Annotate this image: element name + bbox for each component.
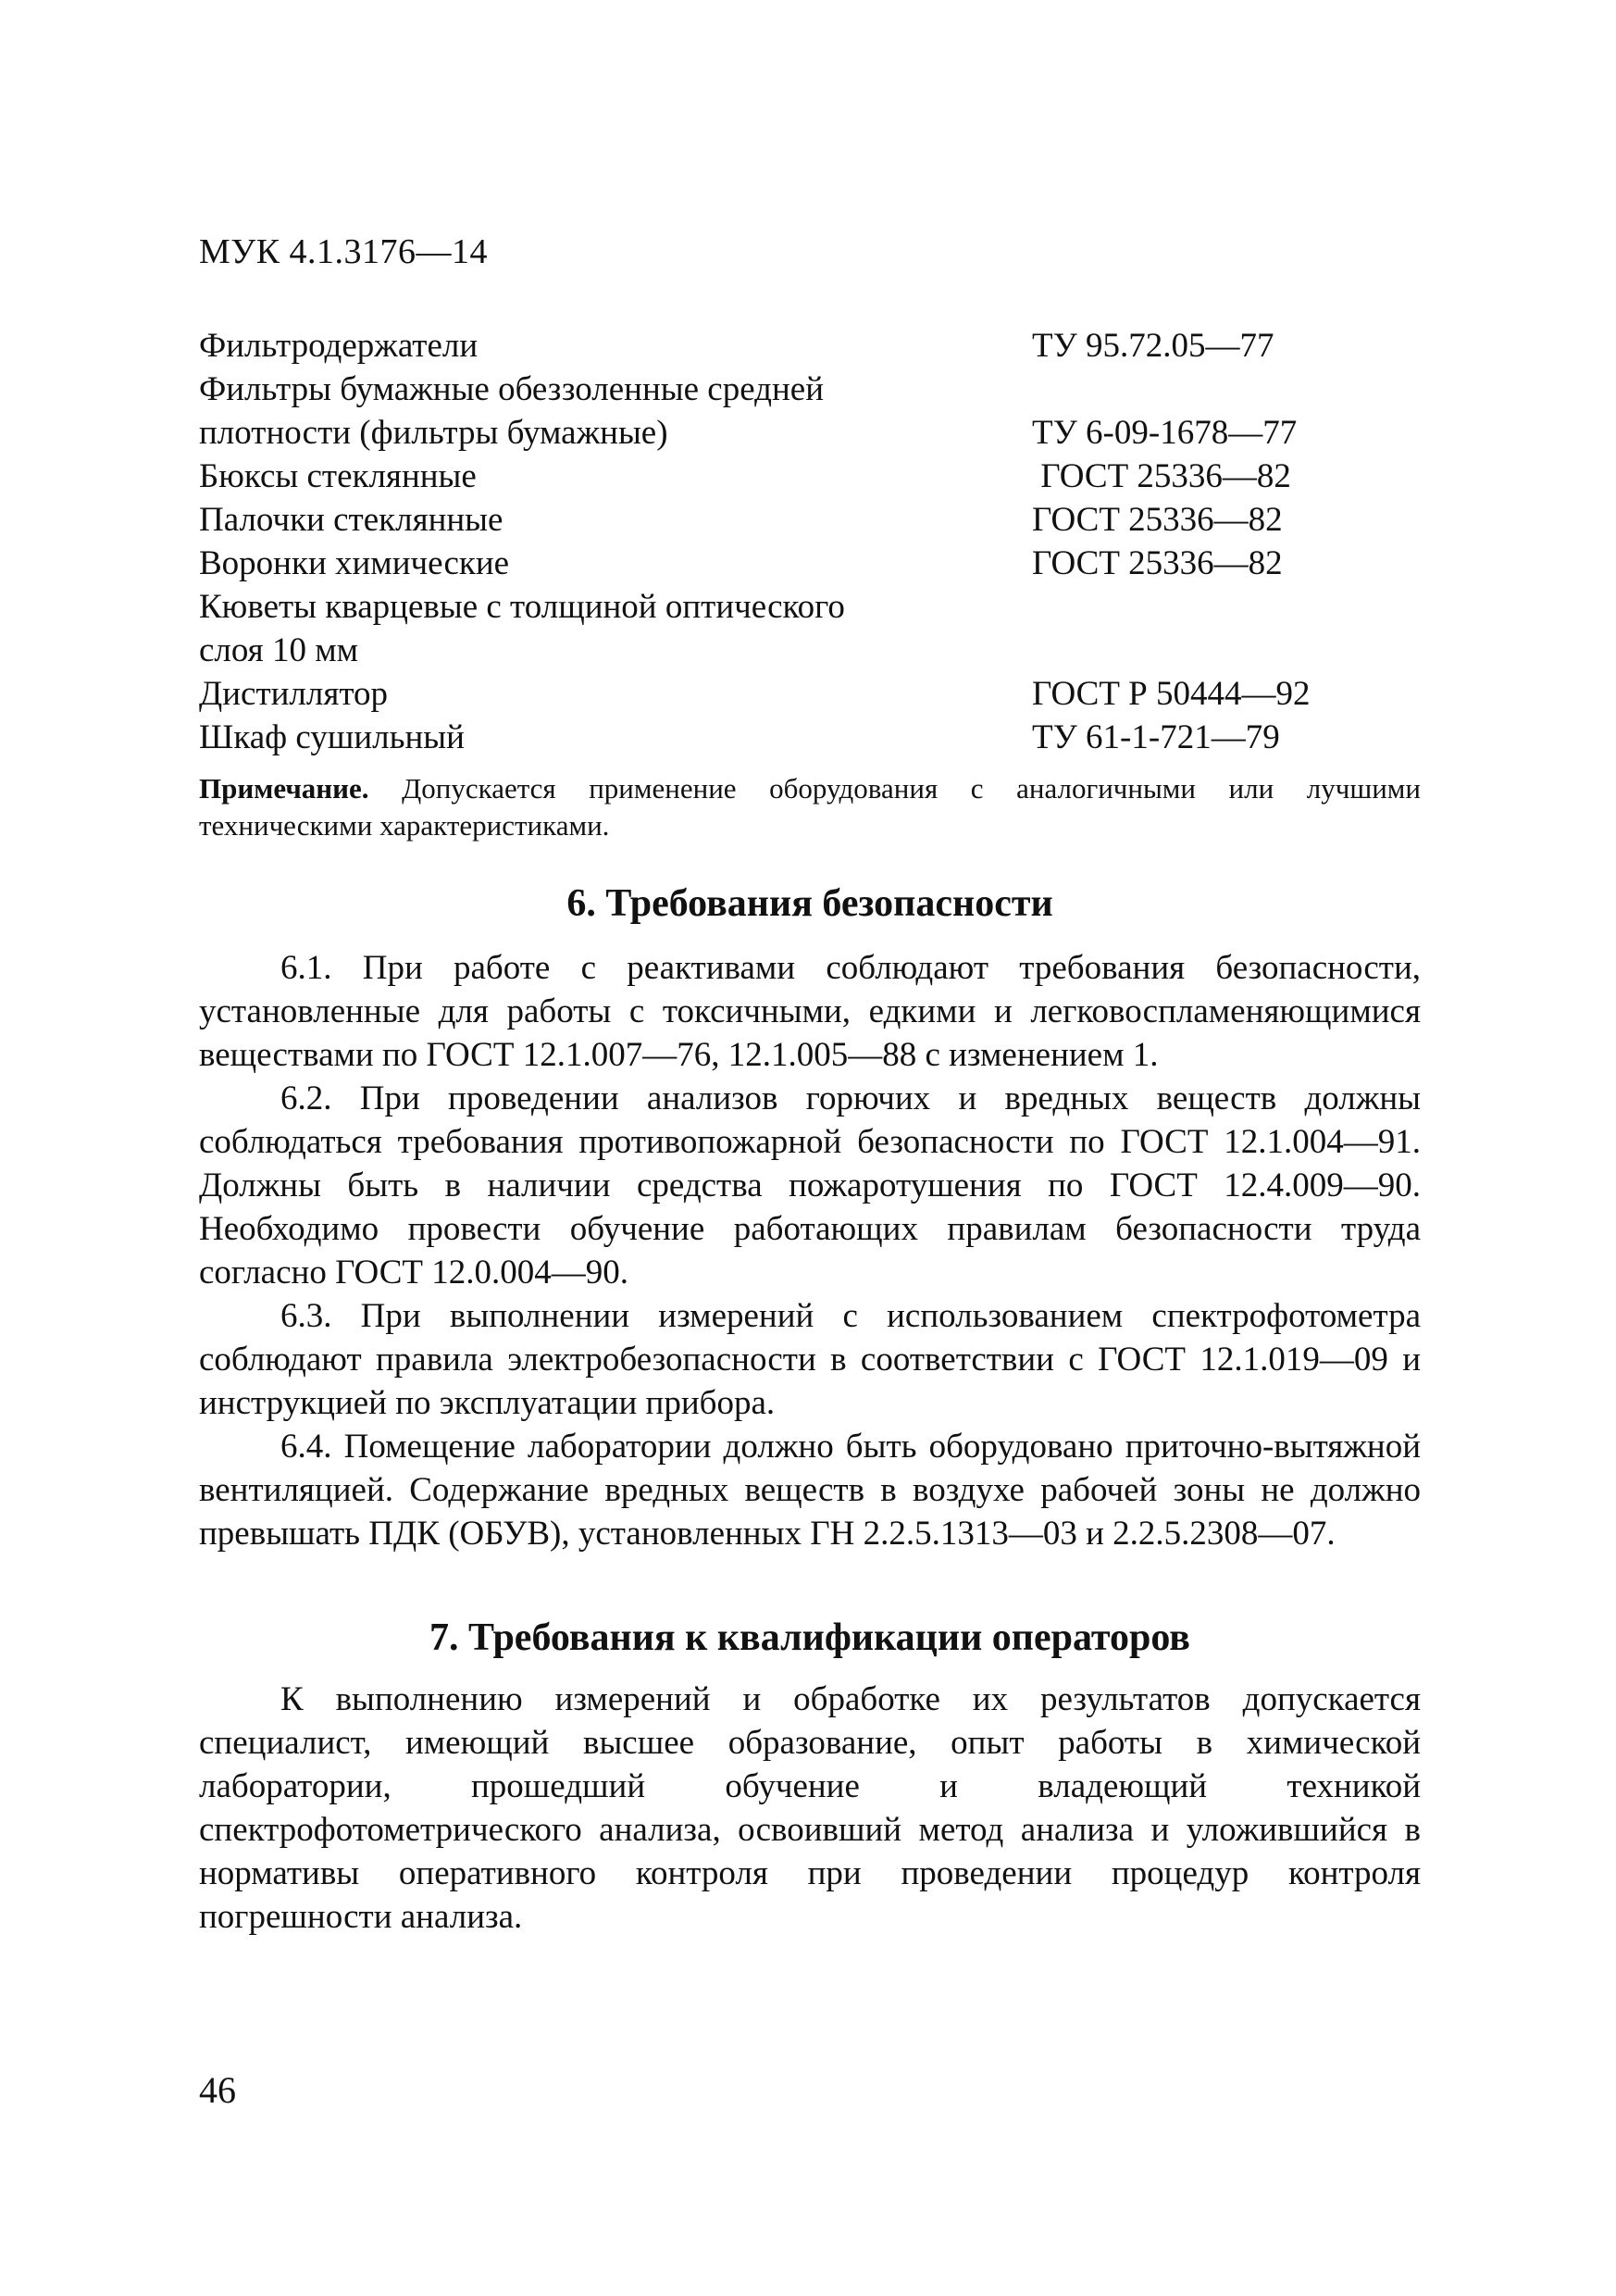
- note-text: Допускается применение оборудования с аналогичными или лучшими техническими характеристиками.: [199, 772, 1421, 842]
- doc-code-header: МУК 4.1.3176—14: [199, 232, 489, 271]
- equipment-name: Шкаф сушильный: [199, 718, 465, 756]
- section-7-title: 7. Требования к квалификации операторов: [429, 1616, 1190, 1659]
- equipment-row: [199, 324, 1421, 368]
- equipment-list: [199, 324, 1421, 759]
- equipment-name: Фильтры бумажные обеззоленные средней: [199, 370, 825, 408]
- equipment-name: Кюветы кварцевые с толщиной оптического: [199, 588, 845, 626]
- equipment-standard: ГОСТ Р 50444—92: [1032, 675, 1311, 713]
- equipment-note: [199, 770, 1421, 844]
- equipment-row: [199, 368, 1421, 411]
- page-number: 46: [199, 2069, 236, 2111]
- paragraph: 6.2. При проведении анализов горючих и вредных веществ должны соблюдаться требования противопожарной безопасности по ГОСТ 12.1.004—91. Должны быть в наличии средства пожаротушения по ГОСТ 12.4.009—90. Необходимо провести обучение работающих правилам безопасности труда согласно ГОСТ 12.0.004—90.: [199, 1079, 1421, 1292]
- equipment-row: [199, 672, 1421, 716]
- equipment-name: плотности (фильтры бумажные): [199, 414, 668, 452]
- equipment-standard: ГОСТ 25336—82: [1032, 457, 1291, 495]
- equipment-name: Воронки химические: [199, 544, 510, 582]
- equipment-standard: ТУ 6-09-1678—77: [1032, 414, 1298, 452]
- equipment-standard: ТУ 61-1-721—79: [1032, 718, 1280, 756]
- equipment-standard: ГОСТ 25336—82: [1032, 544, 1283, 582]
- note-label: Примечание.: [199, 772, 369, 805]
- paragraph: К выполнению измерений и обработке их результатов допускается специалист, имеющий высшее образование, опыт работы в химической лаборатории, прошедший обучение и владеющий техникой спектрофотометрического анализа, освоивший метод анализа и уложившийся в нормативы оперативного контроля при проведении процедур контроля погрешности анализа.: [199, 1680, 1421, 1936]
- equipment-name: слоя 10 мм: [199, 631, 359, 669]
- section-6-title: 6. Требования безопасности: [566, 882, 1053, 925]
- equipment-name: Бюксы стеклянные: [199, 457, 477, 495]
- equipment-standard: ГОСТ 25336—82: [1032, 501, 1283, 539]
- equipment-name: Палочки стеклянные: [199, 501, 503, 539]
- section-6-body: [199, 946, 1421, 1555]
- equipment-row: [199, 629, 1421, 672]
- equipment-standard: ТУ 95.72.05—77: [1032, 327, 1274, 365]
- equipment-row: [199, 542, 1421, 585]
- equipment-row: [199, 411, 1421, 455]
- equipment-row: [199, 455, 1421, 498]
- equipment-name: Фильтродержатели: [199, 327, 479, 365]
- paragraph: 6.3. При выполнении измерений с использованием спектрофотометра соблюдают правила электробезопасности в соответствии с ГОСТ 12.1.019—09 и инструкцией по эксплуатации прибора.: [199, 1297, 1421, 1422]
- equipment-row: [199, 716, 1421, 759]
- paragraph: 6.4. Помещение лаборатории должно быть оборудовано приточно-вытяжной вентиляцией. Содержание вредных веществ в воздухе рабочей зоны не должно превышать ПДК (ОБУВ), установленных ГН 2.2.5.1313—03 и 2.2.5.2308—07.: [199, 1428, 1421, 1553]
- paragraph: 6.1. При работе с реактивами соблюдают требования безопасности, установленные для работы с токсичными, едкими и легковоспламеняющимися веществами по ГОСТ 12.1.007—76, 12.1.005—88 с изменением 1.: [199, 949, 1421, 1074]
- equipment-name: Дистиллятор: [199, 675, 389, 713]
- equipment-row: [199, 585, 1421, 629]
- section-7-body: [199, 1678, 1421, 1939]
- equipment-row: [199, 498, 1421, 542]
